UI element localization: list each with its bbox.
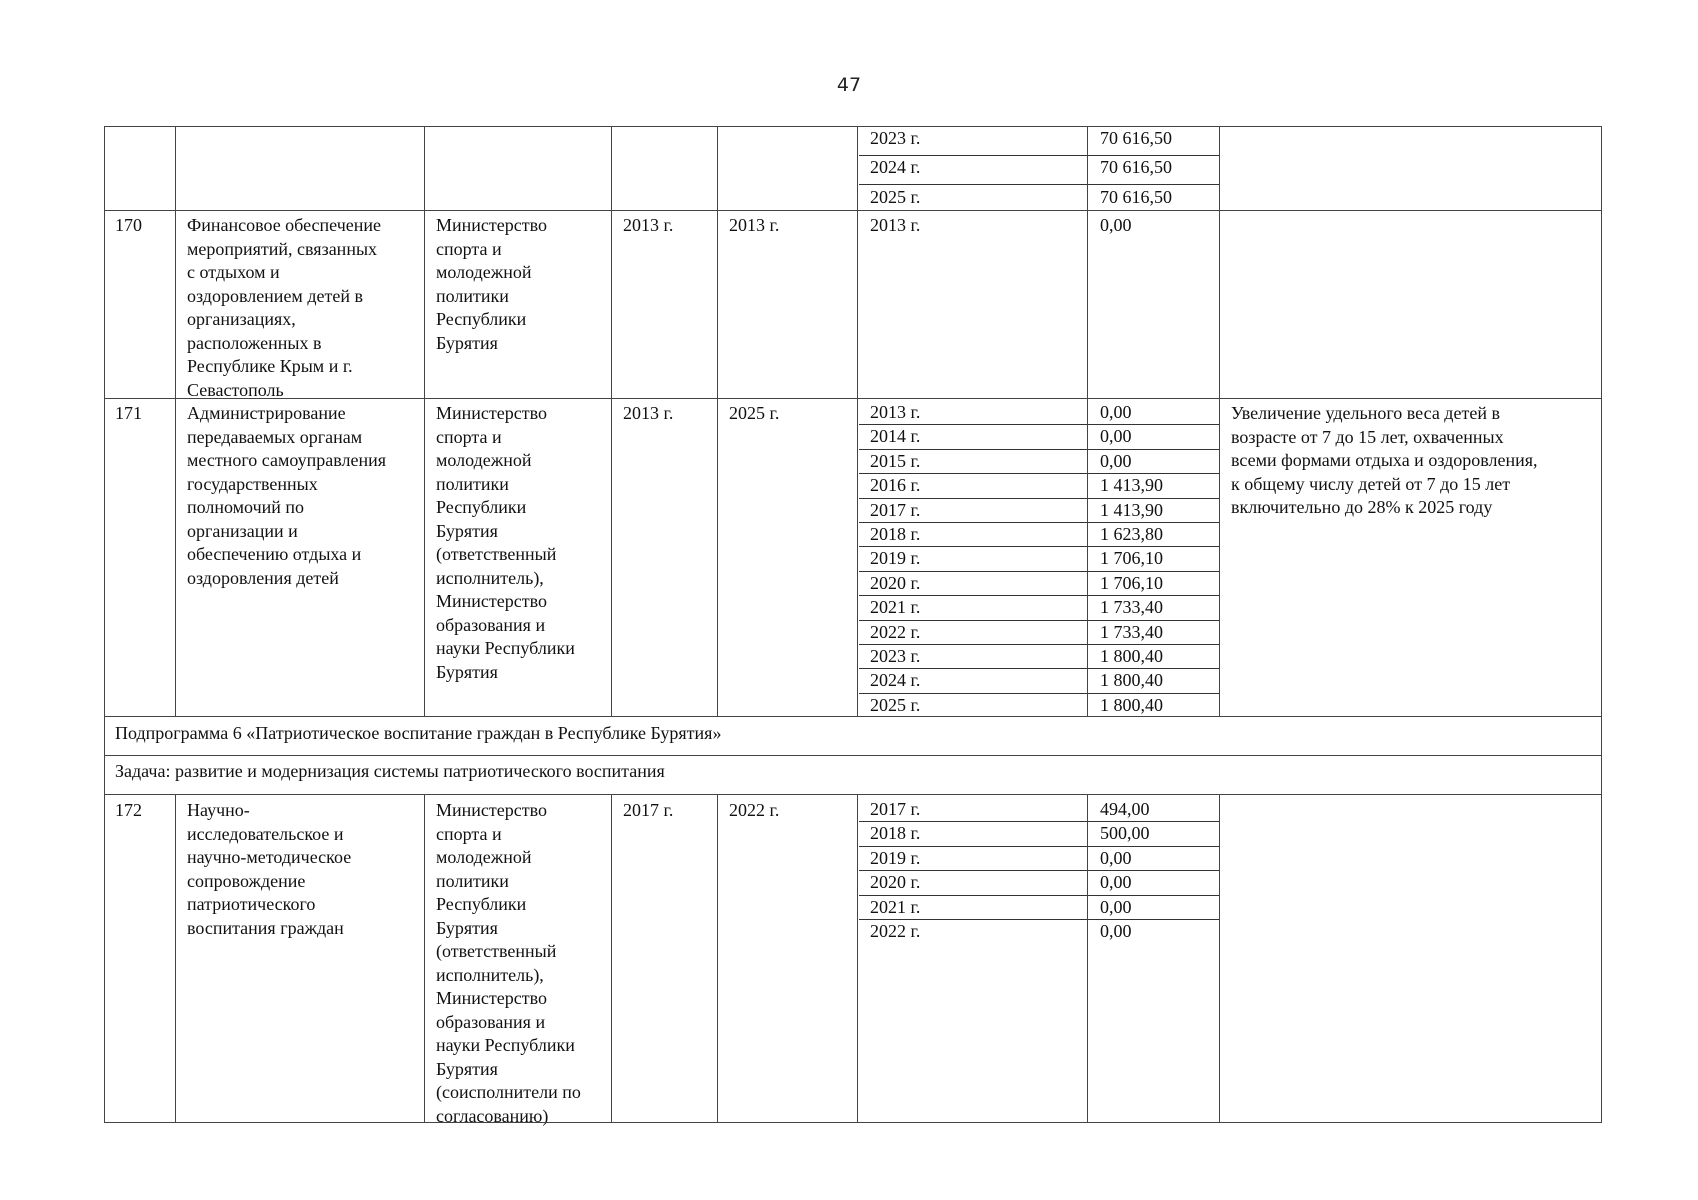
row-172-year: 2018 г. xyxy=(870,823,921,844)
row-171-amount: 1 733,40 xyxy=(1100,621,1163,642)
row-170-start: 2013 г. xyxy=(623,215,674,235)
row-172-amount: 0,00 xyxy=(1100,921,1132,941)
rule-col-amount xyxy=(1219,126,1220,716)
row-172-name: Научно- исследовательское и научно-методическое сопровождение патриотического воспитания граждан xyxy=(187,800,352,938)
rule-row-172 xyxy=(104,794,1602,795)
row-172-year: 2017 г. xyxy=(870,799,921,819)
rule-col-name xyxy=(424,126,425,716)
row-171-year: 2023 г. xyxy=(870,646,921,666)
rule-col-number xyxy=(175,126,176,716)
row-171-year: 2014 г. xyxy=(870,426,921,447)
row-171-amount: 1 800,40 xyxy=(1100,694,1163,715)
rule-col-number xyxy=(175,794,176,1122)
row-172-amount: 500,00 xyxy=(1100,823,1150,844)
row-171-year: 2018 г. xyxy=(870,524,921,544)
rule-col-executor xyxy=(611,126,612,716)
row-172-year: 2022 г. xyxy=(870,921,921,941)
carryover-year-rule xyxy=(859,155,1219,156)
row-171-year: 2025 г. xyxy=(870,694,921,715)
row-171-year: 2017 г. xyxy=(870,499,921,520)
carryover-year-rule xyxy=(859,184,1219,185)
carryover-year-3: 2025 г. xyxy=(870,187,921,207)
rule-col-name xyxy=(424,794,425,1122)
row-171-number: 171 xyxy=(115,403,142,423)
row-172-end: 2022 г. xyxy=(729,800,780,820)
row-171-amount: 0,00 xyxy=(1100,402,1132,422)
row-172-start: 2017 г. xyxy=(623,800,674,820)
rule-col-executor xyxy=(611,794,612,1122)
rule-row-170 xyxy=(104,210,1602,211)
subprogram-title: Подпрограмма 6 «Патриотическое воспитание граждан в Республике Бурятия» xyxy=(115,723,722,743)
row-172-year: 2019 г. xyxy=(870,847,921,868)
row-170-end: 2013 г. xyxy=(729,215,780,235)
row-172-amount: 0,00 xyxy=(1100,896,1132,917)
row-170-name: Финансовое обеспечение мероприятий, связанных с отдыхом и оздоровлением детей в организациях, расположенных в Республике Крым и г. Севастополь xyxy=(187,215,382,400)
rule-col-year xyxy=(1087,126,1088,716)
row-171-amount: 1 706,10 xyxy=(1100,548,1163,569)
row-172-amount: 0,00 xyxy=(1100,872,1132,893)
rule-right xyxy=(1601,126,1602,1122)
row-171-amount: 1 733,40 xyxy=(1100,597,1163,618)
row-170-number: 170 xyxy=(115,215,142,235)
carryover-year-2: 2024 г. xyxy=(870,157,921,177)
row-171-end: 2025 г. xyxy=(729,403,780,423)
page-number: 47 xyxy=(836,74,862,96)
rule-top xyxy=(104,126,1602,127)
row-172-executor: Министерство спорта и молодежной политики Республики Бурятия (ответственный исполнитель), Министерство образования и науки Республики Бурятия (соисполнители по согласованию) xyxy=(436,800,581,1126)
rule-col-end xyxy=(857,794,858,1122)
row-171-amount: 1 413,90 xyxy=(1100,499,1163,520)
rule-col-year xyxy=(1087,794,1088,1122)
row-171-year: 2019 г. xyxy=(870,548,921,569)
rule-col-amount xyxy=(1219,794,1220,1122)
carryover-amount-3: 70 616,50 xyxy=(1100,187,1172,207)
carryover-amount-1: 70 616,50 xyxy=(1100,128,1172,148)
row-171-year: 2016 г. xyxy=(870,475,921,496)
carryover-amount-2: 70 616,50 xyxy=(1100,157,1172,177)
task-title: Задача: развитие и модернизация системы патриотического воспитания xyxy=(115,761,665,781)
row-171-executor: Министерство спорта и молодежной политики Республики Бурятия (ответственный исполнитель), Министерство образования и науки Республики Бурятия xyxy=(436,403,575,682)
rule-left xyxy=(104,126,105,1122)
carryover-year-1: 2023 г. xyxy=(870,128,921,148)
rule-bottom xyxy=(104,1122,1602,1123)
row-171-year: 2015 г. xyxy=(870,450,921,471)
rule-col-start xyxy=(717,794,718,1122)
rule-row-171 xyxy=(104,398,1602,399)
row-171-year: 2022 г. xyxy=(870,621,921,642)
rule-col-start xyxy=(717,126,718,716)
rule-subprogram xyxy=(104,716,1602,717)
row-172-amount: 494,00 xyxy=(1100,799,1150,819)
row-171-result: Увеличение удельного веса детей в возрасте от 7 до 15 лет, охваченных всеми формами отдыха и оздоровления, к общему числу детей от 7 до 15 лет включительно до 28% к 2025 году xyxy=(1231,403,1538,517)
row-172-amount: 0,00 xyxy=(1100,847,1132,868)
row-172-year: 2021 г. xyxy=(870,896,921,917)
row-171-year: 2020 г. xyxy=(870,572,921,593)
row-171-amount: 1 623,80 xyxy=(1100,524,1163,544)
row-172-number: 172 xyxy=(115,800,142,820)
row-171-name: Администрирование передаваемых органам местного самоуправления государственных полномочий по организации и обеспечению отдыха и оздоровления детей xyxy=(187,403,387,588)
row-170-amount: 0,00 xyxy=(1100,215,1132,235)
row-171-amount: 0,00 xyxy=(1100,426,1132,447)
row-171-amount: 1 800,40 xyxy=(1100,670,1163,691)
row-172-year: 2020 г. xyxy=(870,872,921,893)
row-171-amount: 1 706,10 xyxy=(1100,572,1163,593)
row-171-year: 2021 г. xyxy=(870,597,921,618)
row-171-year: 2013 г. xyxy=(870,402,921,422)
row-170-executor: Министерство спорта и молодежной политики Республики Бурятия xyxy=(436,215,547,353)
row-171-year: 2024 г. xyxy=(870,670,921,691)
row-171-amount: 1 800,40 xyxy=(1100,646,1163,666)
row-171-amount: 0,00 xyxy=(1100,450,1132,471)
row-170-year: 2013 г. xyxy=(870,215,921,235)
rule-col-end xyxy=(857,126,858,716)
row-171-amount: 1 413,90 xyxy=(1100,475,1163,496)
rule-task xyxy=(104,755,1602,756)
row-171-start: 2013 г. xyxy=(623,403,674,423)
